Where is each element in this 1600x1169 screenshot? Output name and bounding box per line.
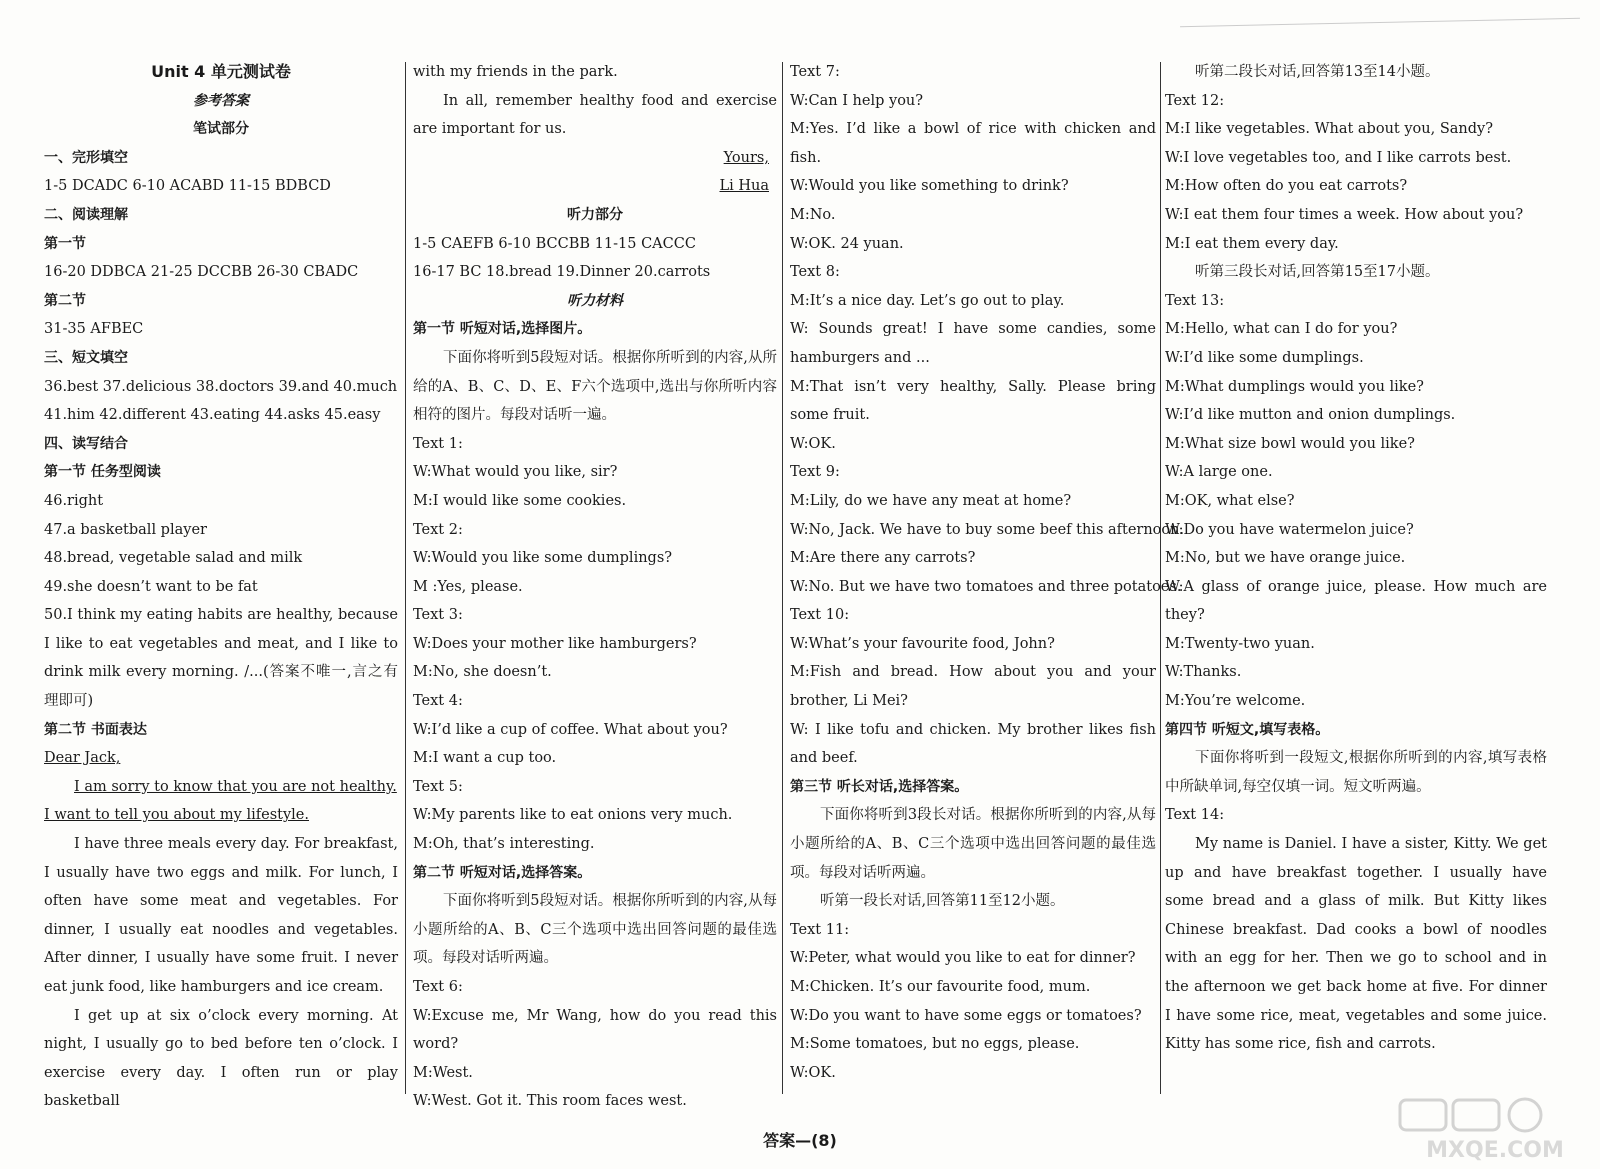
text-line: Text 2:	[413, 521, 463, 538]
text-line: 听第二段长对话,回答第13至14小题。	[1195, 64, 1440, 80]
text-line: W:Excuse me, Mr Wang, how do you read this word?	[413, 1007, 777, 1053]
text-line: W:Peter, what would you like to eat for dinner?	[790, 950, 1136, 967]
text-line: 听第一段长对话,回答第11至12小题。	[820, 893, 1065, 910]
text-line: W:OK. 24 yuan.	[790, 235, 904, 252]
text-line: 听第三段长对话,回答第15至17小题。	[1195, 264, 1440, 281]
text-line: M:I like vegetables. What about you, Sandy?	[1165, 121, 1493, 138]
column-divider	[405, 62, 406, 1094]
text-line: M:West.	[413, 1064, 473, 1081]
text-line: I am sorry to know that you are not healthy.	[74, 778, 397, 795]
text-line: Text 11:	[790, 921, 850, 938]
text-line: M:OK, what else?	[1165, 492, 1295, 509]
text-line: Text 5:	[413, 778, 463, 795]
text-line: M:Hello, what can I do for you?	[1165, 321, 1398, 338]
text-line: M:What size bowl would you like?	[1165, 435, 1415, 452]
text-line: 50.I think my eating habits are healthy, because I like to eat vegetables and meat, and I like to drink milk every morning. /...(答案不唯一,言之有理即可)	[44, 607, 398, 710]
watermark-logo	[1395, 1095, 1595, 1165]
text-line: W: I like tofu and chicken. My brother likes fish and beef.	[790, 721, 1156, 767]
text-line: M:Fish and bread. How about you and your brother, Li Mei?	[790, 664, 1156, 710]
text-line: W:Thanks.	[1165, 664, 1242, 681]
text-line: Yours,	[723, 149, 769, 166]
text-line: W:I’d like mutton and onion dumplings.	[1165, 407, 1456, 424]
text-line: M:Lily, do we have any meat at home?	[790, 492, 1072, 509]
watermark-box-icon	[1400, 1100, 1446, 1130]
text-line: M:It’s a nice day. Let’s go out to play.	[790, 292, 1065, 309]
watermark-circle-icon	[1509, 1099, 1541, 1131]
section-heading: 一、完形填空	[44, 149, 128, 166]
text-line: W:West. Got it. This room faces west.	[413, 1093, 687, 1110]
text-line: M:No, she doesn’t.	[413, 664, 552, 681]
text-line: M:Yes. I’d like a bowl of rice with chicken and fish.	[790, 121, 1156, 166]
text-line: M:Oh, that’s interesting.	[413, 836, 595, 853]
text-line: In all, remember healthy food and exercise are important for us.	[413, 92, 777, 138]
text-line: M:That isn’t very healthy, Sally. Please bring some fruit.	[790, 378, 1156, 424]
section-heading: 第一节 听短对话,选择图片。	[413, 321, 592, 338]
text-line: M :Yes, please.	[413, 578, 523, 595]
text-line: My name is Daniel. I have a sister, Kitty. We get up and have breakfast together. I usually have some bread and a glass of milk. But Kitty likes Chinese breakfast. Dad cooks a bowl of noodles with an egg for her. Then we go to school and in the afternoon we get back home at five. For dinner I have some rice, meat, vegetables and some juice. Kitty has some rice, fish and carrots.	[1165, 836, 1547, 1053]
text-line: M:Chicken. It’s our favourite food, mum.	[790, 979, 1091, 995]
text-line: W:What would you like, sir?	[413, 464, 618, 481]
column-3	[790, 58, 1185, 1087]
page-footer: 答案—(8)	[763, 1131, 837, 1150]
section-heading: 四、读写结合	[44, 435, 128, 452]
text-line: I want to tell you about my lifestyle.	[44, 807, 309, 824]
text-line: W:Can I help you?	[790, 92, 924, 109]
text-line: M:I would like some cookies.	[413, 492, 627, 509]
text-line: 下面你将听到3段长对话。根据你所听到的内容,从每小题所给的A、B、C三个选项中选出回答问题的最佳选项。每段对话听两遍。	[790, 807, 1156, 881]
text-line: Text 12:	[1165, 92, 1225, 109]
text-line: 36.best 37.delicious 38.doctors 39.and 40.much	[44, 378, 398, 395]
text-line: I have three meals every day. For breakfast, I usually have two eggs and milk. For lunch, I often have some meat and vegetables. For dinner, I usually eat noodles and vegetables. After dinner, I usually have some fruit. I never eat junk food, like hamburgers and ice cream.	[44, 836, 398, 995]
text-line: Text 10:	[790, 607, 850, 624]
text-line: 16-20 DDBCA 21-25 DCCBB 26-30 CBADC	[44, 264, 359, 281]
text-line: W:I love vegetables too, and I like carrots best.	[1165, 149, 1512, 166]
text-line: W: Sounds great! I have some candies, some hamburgers and ...	[790, 321, 1156, 366]
section-heading: 第四节 听短文,填写表格。	[1165, 721, 1330, 738]
column-2	[413, 58, 777, 1116]
text-line: 49.she doesn’t want to be fat	[44, 578, 258, 595]
text-line: M:Are there any carrots?	[790, 550, 976, 567]
section-heading: 第二节 书面表达	[44, 721, 147, 738]
section-heading: 第二节 听短对话,选择答案。	[413, 864, 592, 881]
text-line: W:OK.	[790, 1064, 836, 1081]
text-line: W:I eat them four times a week. How about you?	[1165, 206, 1524, 223]
section-written-heading: 笔试部分	[193, 121, 249, 138]
text-line: M:Twenty-two yuan.	[1165, 635, 1315, 652]
section-heading: 听力部分	[567, 206, 623, 223]
text-line: Text 14:	[1165, 807, 1225, 824]
text-line: W:I’d like some dumplings.	[1165, 349, 1364, 366]
text-line: W:What’s your favourite food, John?	[790, 635, 1055, 652]
text-line: Li Hua	[719, 178, 769, 195]
column-1	[44, 58, 398, 1116]
text-line: M:I want a cup too.	[413, 750, 557, 767]
text-line: W:A large one.	[1165, 464, 1273, 481]
text-line: 41.him 42.different 43.eating 44.asks 45.easy	[44, 407, 381, 424]
text-line: W:A glass of orange juice, please. How much are they?	[1165, 578, 1547, 624]
text-line: Text 3:	[413, 607, 463, 624]
text-line: 48.bread, vegetable salad and milk	[44, 550, 303, 567]
text-line: 31-35 AFBEC	[44, 321, 144, 338]
text-line: W:My parents like to eat onions very much.	[413, 807, 733, 824]
text-line: 下面你将听到5段短对话。根据你所听到的内容,从所给的A、B、C、D、E、F六个选项中,选出与你所听内容相符的图片。每段对话听一遍。	[413, 349, 777, 424]
text-line: 46.right	[44, 492, 104, 509]
column-divider	[1160, 62, 1161, 1094]
section-heading: 听力材料	[567, 292, 623, 309]
text-line: M:How often do you eat carrots?	[1165, 178, 1408, 195]
col2-body	[413, 58, 777, 1116]
text-line: W:I’d like a cup of coffee. What about you?	[413, 721, 728, 738]
watermark-text: MXQE.COM	[1426, 1138, 1564, 1163]
text-line: Text 1:	[413, 435, 463, 452]
text-line: 下面你将听到一段短文,根据你所听到的内容,填写表格中所缺单词,每空仅填一词。短文听两遍。	[1165, 750, 1547, 795]
text-line: M:No.	[790, 206, 836, 223]
text-line: 1-5 DCADC 6-10 ACABD 11-15 BDBCD	[44, 178, 331, 195]
text-line: Text 9:	[790, 464, 840, 481]
text-line: W:Would you like some dumplings?	[413, 550, 673, 567]
column-4	[1165, 58, 1547, 1059]
text-line: M:What dumplings would you like?	[1165, 378, 1424, 395]
text-line: M:You’re welcome.	[1165, 693, 1306, 710]
watermark-box-icon	[1453, 1100, 1499, 1130]
text-line: 1-5 CAEFB 6-10 BCCBB 11-15 CACCC	[413, 235, 696, 252]
answer-subtitle: 参考答案	[193, 92, 249, 109]
text-line: Text 8:	[790, 264, 840, 281]
text-line: Dear Jack,	[44, 750, 121, 767]
text-line: W:No. But we have two tomatoes and three potatoes.	[790, 578, 1182, 595]
col3-body	[790, 58, 1185, 1087]
text-line: Text 4:	[413, 693, 463, 710]
text-line: W:Do you have watermelon juice?	[1165, 521, 1414, 538]
section-heading: 第二节	[44, 292, 86, 309]
text-line: M:I eat them every day.	[1165, 235, 1339, 252]
unit-title: Unit 4 单元测试卷	[151, 62, 291, 81]
section-heading: 二、阅读理解	[44, 206, 128, 223]
text-line: with my friends in the park.	[413, 64, 618, 80]
scan-edge-line	[1180, 18, 1580, 27]
text-line: W:OK.	[790, 435, 836, 452]
col1-body	[44, 144, 398, 1116]
text-line: 下面你将听到5段短对话。根据你所听到的内容,从每小题所给的A、B、C三个选项中选出回答问题的最佳选项。每段对话听两遍。	[413, 893, 777, 967]
text-line: Text 7:	[790, 64, 840, 80]
text-line: W:Does your mother like hamburgers?	[413, 635, 697, 652]
text-line: W:Would you like something to drink?	[790, 178, 1069, 195]
col4-body	[1165, 58, 1547, 1059]
section-heading: 三、短文填空	[44, 349, 128, 366]
text-line: 16-17 BC 18.bread 19.Dinner 20.carrots	[413, 264, 711, 281]
text-line: Text 13:	[1165, 292, 1225, 309]
text-line: M:Some tomatoes, but no eggs, please.	[790, 1036, 1080, 1053]
section-heading: 第三节 听长对话,选择答案。	[790, 778, 969, 795]
text-line: M:No, but we have orange juice.	[1165, 550, 1406, 567]
text-line: W:Do you want to have some eggs or tomatoes?	[790, 1007, 1142, 1024]
text-line: I get up at six o’clock every morning. At night, I usually go to bed before ten o’clock. I exercise every day. I often run or play basketball	[44, 1007, 398, 1110]
section-heading: 第一节	[44, 235, 86, 252]
column-divider	[782, 62, 783, 1094]
text-line: Text 6:	[413, 979, 463, 995]
text-line: 47.a basketball player	[44, 521, 207, 538]
text-line: W:No, Jack. We have to buy some beef this afternoon.	[790, 521, 1185, 538]
section-heading: 第一节 任务型阅读	[44, 464, 161, 481]
